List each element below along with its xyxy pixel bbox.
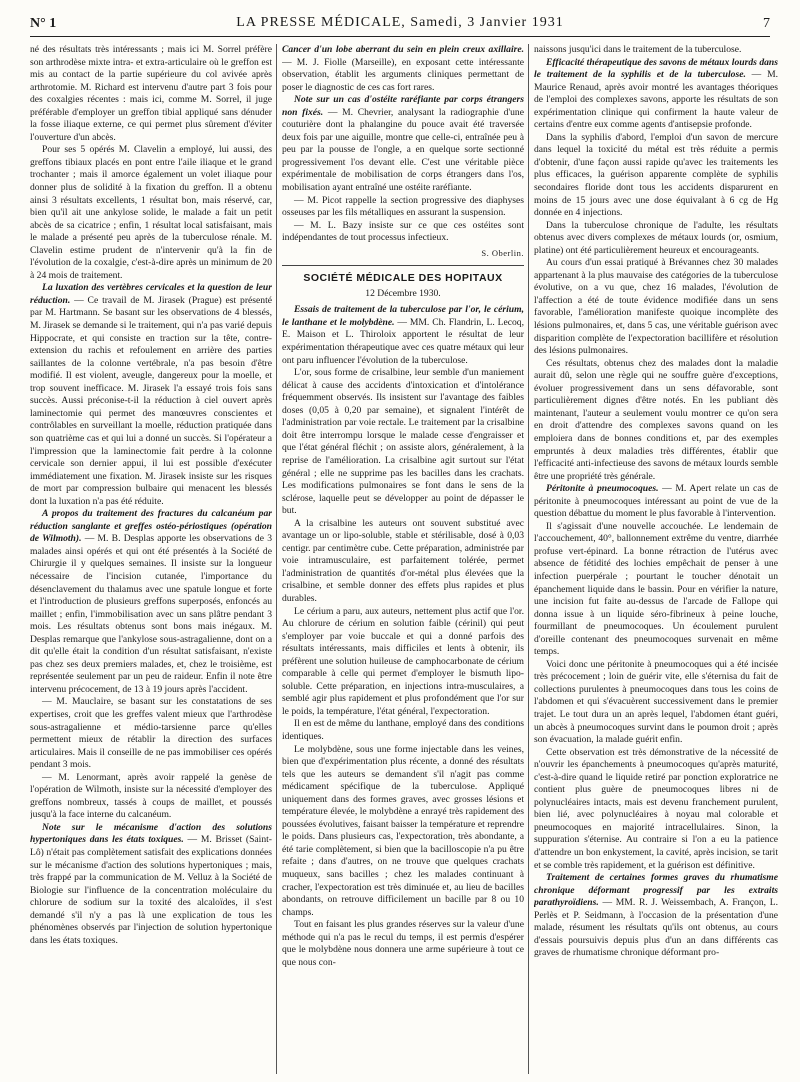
paragraph-text: naissons jusqu'ici dans le traitement de la tuberculose.: [534, 44, 742, 55]
paragraph-text: — MM. R. J. Weissembach, A. Françon, L. Perlès et P. Seidmann, à l'occasion de la présentation d'une malade, résument les résultats qu'ils ont obtenus, au cours d'essais poursuivis depuis plus d'un an dans différents cas graves de rhumatisme chronique déformant pro-: [534, 897, 778, 959]
paragraph: [534, 57, 778, 132]
paragraph-text: A la crisalbine les auteurs ont souvent substitué avec avantage un or lipo-soluble, stable et stérilisable, dosé à 0,03 centigr. par centimètre cube. Cette préparation, administrée par voie intramusculaire, est parfaitement tolérée, permet l'administration de quantités d'or-métal plus élevées que la crisalbine, et semble donner des effets plus rapides et plus durables.: [282, 517, 524, 604]
paragraph-text: — M. Maurice Renaud, après avoir montré les avantages théoriques de l'emploi des complexes savons, apporte les résultats de son expérimentation clinique qui confirment la haute valeur de certains d'entre eux comme agents d'antisepsie profonde.: [534, 69, 778, 131]
paragraph: [534, 483, 778, 521]
paragraph-text: — M. J. Fiolle (Marseille), en exposant cette intéressante observation, établit les arguments cliniques permettant de poser le diagnostic de ces cas fort rares.: [282, 56, 524, 93]
paragraph-text: L'or, sous forme de crisalbine, leur semble d'un maniement délicat à cause des accidents d'intoxication et d'intolérance fréquemment observés. Ils insistent sur l'avantage des faibles doses (0,05 à 0,20 par semaine), et signalent l'intérêt de l'administration par voie rectale. Le traitement par la crisalbine doit être interrompu lorsque le malade cesse d'engraisser et que l'état général fléchit ; on assiste alors, généralement, à la reprise de l'amélioration. La crisalbine agit surtout sur l'état général ; elle ne supprime pas les bacilles dans les crachats. Les modifications pulmonaires se font dans le sens de la sclérose, laquelle peut se développer au point de dépasser le but.: [282, 367, 524, 517]
paragraph: [534, 521, 778, 659]
paragraph: [534, 872, 778, 960]
paragraph: [30, 282, 272, 508]
column-divider: [528, 44, 529, 1074]
paragraph: [282, 304, 524, 367]
paragraph: [282, 518, 524, 606]
paragraph: [282, 606, 524, 719]
article-title: Efficacité thérapeutique des savons de métaux lourds dans le traitement de la syphilis et de la tuberculose.: [534, 56, 778, 81]
page-number: 7: [763, 16, 770, 31]
paragraph-text: Dans la syphilis d'abord, l'emploi d'un savon de mercure dans lequel la toxicité du métal est très réduite a permis d'obtenir, d'une façon aussi rapide qu'avec les traitements les plus efficaces, la guérison apparente complète de syphilis secondaires floride dont tous les accidents disparurent en moins de 15 jours avec une dose équivalant à 6 cg de Hg donnée en 4 injections.: [534, 131, 778, 219]
paragraph: [282, 744, 524, 920]
paragraph-text: — M. Mauclaire, se basant sur les constatations de ses expertises, croit que les greffes valent mieux que l'arthrodèse sous-astragalienne et médio-tarsienne parce qu'elles permettent mieux de rétablir la direction des surfaces articulaires. Mais il conseille de ne pas immobiliser ces opérés pendant 3 mois.: [30, 696, 272, 771]
paragraph: [282, 195, 524, 220]
paragraph: [30, 144, 272, 282]
column-2-top: [282, 44, 524, 245]
paragraph: [282, 919, 524, 969]
paragraph: [534, 44, 778, 57]
paragraph-text: Au cours d'un essai pratiqué à Brévannes chez 30 malades appartenant à la plus mauvaise des catégories de la tuberculose évolutive, on a vu que, chez 16 malades, l'évolution de l'affection a été de toute évidence modifiée dans un sens favorable, l'amélioration manifeste quoique incomplète des lésions pulmonaires, et, dans 5 cas, une véritable guérison avec disparition complète de l'expectoration bacillifère et résolution des lésions pulmonaires.: [534, 257, 778, 357]
paragraph: [30, 508, 272, 696]
paragraph-text: Ces résultats, obtenus chez des malades dont la maladie aurait dû, selon une règle qui ne souffre guère d'exceptions, évoluer progressivement dans un sens défavorable, sont particulièrement dignes d'être notés. En les publiant dès maintenant, l'auteur a seulement voulu montrer ce qu'on sera en droit d'attendre des complexes savons quand on les emploiera dans de bonnes conditions et, par des exemples empruntés à deux maladies très différentes, établir que l'efficacité anti-infectieuse des savons de métaux lourds semble être une propriété très générale.: [534, 357, 778, 482]
paragraph-text: — M. B. Desplas apporte les observations de 3 malades ainsi opérés et qui ont été présentés à la Société de Chirurgie il y quelques semaines. Il insiste sur la longueur nécessaire de l'incision cutanée, l'importance du désenclavement du thalamus avec une spatule longue et forte et l'introduction de plusieurs greffons superposés, enfoncés au maillet ; enfin, l'immobilisation avec un sans plâtre pendant 3 mois. Les résultats obtenus sont bons mais inégaux. M. Desplas remarque que l'ankylose sous-astragalienne, dont on a dit qu'elle était la condition d'un résultat satisfaisant, n'existe pas chez ses deux premiers malades, et, chez le troisième, est représentée seulement par un peu de raideur. Enfin il note être intervenu précocement, de 13 à 19 jours après l'accident.: [30, 533, 272, 695]
paragraph-text: Pour ses 5 opérés M. Clavelin a employé, lui aussi, des greffons tibiaux placés en pont entre l'aile iliaque et le grand trochanter ; mais il amorce également un volet iliaque pour donner plus de solidité à la fixation du greffon. Il a obtenu ainsi 3 résultats excellents, 1 résultat bon, mais réservé, car, bien qu'il ait une ankylose solide, le malade a fait un petit abcès de sa cicatrice ; enfin, 1 résultat local satisfaisant, mais le malade a présenté peu après de la tuberculose rénale. M. Clavelin estime prudent de n'intervenir qu'à la fin de l'évolution de la coxalgie, c'est-à-dire après un minimum de 20 à 24 mois de traitement.: [30, 144, 272, 281]
page-header: [30, 14, 770, 37]
issue-number: N° 1: [30, 16, 57, 31]
paragraph-text: — M. Lenormant, après avoir rappelé la genèse de l'opération de Wilmoth, insiste sur la nécessité d'employer des greffons nombreux, tassés à coups de maillet, et poussés jusqu'à la face interne du calcanéum.: [30, 771, 272, 821]
column-divider: [276, 44, 277, 1074]
section-heading: SOCIÉTÉ MÉDICALE DES HOPITAUX: [303, 272, 503, 285]
paragraph: [534, 659, 778, 747]
journal-title: LA PRESSE MÉDICALE, Samedi, 3 Janvier 1931: [236, 15, 564, 30]
paragraph-text: Dans la tuberculose chronique de l'adulte, les résultats obtenus avec divers complexes de métaux lourds (or, osmium, platine) ont été particulièrement heureux et encourageants.: [534, 219, 778, 256]
article-title: Note sur un cas d'ostéite raréfiante par corps étrangers non fixés.: [282, 94, 524, 118]
section-date: 12 Décembre 1930.: [365, 287, 441, 299]
paragraph-text: Voici donc une péritonite à pneumocoques qui a été incisée très précocement ; loin de guérir vite, elle s'éternisa du fait de collections purulentes à pneumocoques dans tous les coins de l'abdomen et qui s'évacuèrent successivement dans le premier trajet. Le tout dura un an après lequel, l'abdomen étant guéri, un abcès à pneumocoques survint dans le poumon droit ; après son évacuation, la malade guérit enfin.: [534, 658, 778, 746]
paragraph: [282, 367, 524, 518]
paragraph-text: Il en est de même du lanthane, employé dans des conditions identiques.: [282, 718, 524, 742]
paragraph: [30, 822, 272, 947]
column-1: [30, 44, 272, 1074]
paragraph-text: Le cérium a paru, aux auteurs, nettement plus actif que l'or. Au chlorure de cérium en solution faible (cérinil) qui peut s'employer par voie buccale et qui a donné parfois des résultats intéressants, mais difficiles et lents à obtenir, ils préfèrent une solution huileuse de camphocarbonate de cérium comparable à celle qui permet d'employer le bismuth lipo-soluble. Cette préparation, en injections intra-musculaires, a semblé agir plus rapidement et plus profondément que l'or sur le poids, la température, l'état général, l'expectoration.: [282, 605, 524, 717]
article-title: A propos du traitement des fractures du calcanéum par réduction sanglante et greffes ostéo-périostiques (opération de Wilmoth).: [30, 508, 272, 545]
article-title: La luxation des vertèbres cervicales et la question de leur réduction.: [30, 282, 272, 306]
paragraph: [534, 747, 778, 872]
column-3: [534, 44, 778, 1074]
paragraph: [282, 94, 524, 194]
paragraph: [30, 696, 272, 771]
paragraph-text: — M. Chevrier, analysant la radiographie d'une couturière dont la phalangine du pouce avait été traversée deux fois par une aiguille, montre que celle-ci, entraînée peu à peu par la pousse de l'ongle, a en quelque sorte sectionné progressivement l'os devant elle. C'est une véritable pièce expérimentale de mobilisation de corps étrangers dans l'os, mobilisation ayant entraîné une ostéite raréfiante.: [282, 106, 524, 194]
paragraph: [534, 220, 778, 258]
paragraph: [282, 718, 524, 743]
paragraph: [534, 358, 778, 483]
paragraph-text: — M. L. Bazy insiste sur ce que ces ostéites sont indépendantes de tout processus infectieux.: [282, 219, 524, 244]
paragraph: [30, 772, 272, 822]
signature: S. Oberlin.: [481, 247, 524, 258]
paragraph: [30, 44, 272, 144]
column-2-bottom: [282, 304, 524, 969]
paragraph: [534, 257, 778, 357]
paragraph-text: né des résultats très intéressants ; mais ici M. Sorrel préfère son arthrodèse mixte intra- et extra-articulaire où le greffon est mis au contact de la partie supérieure du col avivée après arthrotomie. M. Richard est intervenu d'autre part 3 fois pour des coxalgies récentes : mais ici, comme M. Sorrel, il juge préférable d'employer un greffon tibial appliqué sans dénuder la fosse iliaque externe, ce qui permet plus sûrement d'éviter l'ouverture d'un abcès.: [30, 44, 272, 143]
paragraph-text: — M. Apert relate un cas de péritonite à pneumocoques intéressant au point de vue de la question débattue du moment le plus favorable à l'intervention.: [534, 483, 778, 520]
section-rule: [282, 265, 524, 266]
article-title: Note sur le mécanisme d'action des solutions hypertoniques dans les états toxiques.: [30, 821, 272, 846]
paragraph: [534, 132, 778, 220]
paragraph-text: — M. Picot rappelle la section progressive des diaphyses osseuses par les fils métalliques en assurant la suspension.: [282, 194, 524, 219]
paragraph-text: Cette observation est très démonstrative de la nécessité de n'ouvrir les épanchements à pneumocoques qu'après maturité, c'est-à-dire quand le liquide retiré par ponction exploratrice ne contient plus guère de pneumocoques libres ni de polynucléaires intacts, mais est devenu franchement purulent, bien lié, avec polynucléaires à noyau mal colorable et pneumocoques en majorité intracellulaires. Sinon, la suppuration s'éternise. Au contraire si l'on a eu la patience d'attendre un bon enkystement, la cavité, après incision, se tarit et se comble très rapidement, et la guérison est définitive.: [534, 746, 778, 871]
paragraph: [282, 44, 524, 94]
article-title: Cancer d'un lobe aberrant du sein en plein creux axillaire.: [282, 44, 524, 55]
paragraph-text: Tout en faisant les plus grandes réserves sur la valeur d'une méthode qui n'a pas le recul du temps, il est permis d'espérer que le molybdène nous donnera une arme supérieure à tout ce que nous con-: [282, 919, 524, 968]
column-2: [282, 44, 524, 1074]
article-title: Essais de traitement de la tuberculose par l'or, le cérium, le lanthane et le molybdène.: [282, 304, 524, 328]
article-title: Traitement de certaines formes graves du rhumatisme chronique déformant progressif par les extraits parathyroïdiens.: [534, 872, 778, 909]
paragraph-text: Le molybdène, sous une forme injectable dans les veines, bien que d'expérimentation plus récente, a donné des résultats tels que les auteurs se demandent s'il n'agit pas comme médicament spécifique de la tuberculose. Appliqué uniquement dans des formes graves, avec grosses lésions et température élevée, le molybdène a enrayé très rapidement des poussées évolutives, faisant baisser la température et reprendre le poids. Dans plusieurs cas, l'expectoration, très abondante, a été tarie complètement, si bien que la bacilloscopie n'a pu être refaite ; dans d'autres, on ne trouve que quelques crachats muqueux, sans bacilles ; chez les malades continuant à cracher, l'expectoration est très diminuée et, au lieu de bacilles abondants, on retrouve difficilement un bacille par 8 ou 10 champs.: [282, 743, 524, 918]
paragraph-text: — Ce travail de M. Jirasek (Prague) est présenté par M. Hartmann. Se basant sur les observations de 4 blessés, M. Jirasek se demande si le traitement, qui n'a pas varié depuis Hippocrate, et qui consiste en traction sur la tête, contre-extension du rachis et refoulement en arrière des parties saillantes de la colonne vertébrale, n'a pas besoin d'être modifié. Il est violent, aveugle, dangereux pour la moelle, et trop souvent inefficace. M. Jirasek l'a essayé trois fois sans succès. Aussi préconise-t-il la réduction à ciel ouvert après laminectomie qui permet des manœuvres conscientes et contrôlables en surveillant la moelle, réduction pratiquée dans son quatrième cas et qui lui a donné un succès. Si l'opérateur a l'impression que la laminectomie fait perdre à la colonne cervicale son dernier appui, il lui est possible d'exécuter immédiatement une fixation. M. Jirasek insiste sur les risques de mort par compression bulbaire qui menacent les blessés dont la luxation n'a pas été réduite.: [30, 294, 272, 507]
article-title: Péritonite à pneumocoques.: [546, 483, 659, 495]
paragraph-text: Il s'agissait d'une nouvelle accouchée. Le lendemain de l'accouchement, 40°, ballonnement extrême du ventre, diarrhée profuse vert-épinard. La bonne rétraction de l'utérus avec absence de fétidité des lochies empêchait de penser à une infection puerpérale ; pourtant le toucher dénotait un épanchement liquide dans le bassin. Pour en vérifier la nature, une incision fut faite au-dessus de l'arcade de Fallope qui donna issue à un liquide séro-fibrineux à peine louche, fourmillant de pneumocoques. Un écoulement purulent d'oreille contenant des pneumocoques survenait en même temps.: [534, 520, 778, 658]
paragraph-text: — MM. Ch. Flandrin, L. Lecoq, E. Maison et L. Thiroloix apportent le résultat de leur expérimentation thérapeutique avec ces quatre métaux qui leur ont paru influencer l'évolution de la tuberculose.: [282, 316, 524, 366]
paragraph-text: — M. Brisset (Saint-Lô) n'était pas complètement satisfait des explications données sur le mécanisme d'action des solutions hypertoniques ; mais, très frappé par la communication de M. Velluz à la Société de Biologie sur l'influence de la concentration moléculaire du chlorure de sodium sur la toxité des alcaloïdes, il s'est demandé s'il n'y a pas là une explication de tous les phénomènes observés par l'injection de solution hypertonique dans les états toxiques.: [30, 834, 272, 946]
paragraph: [282, 220, 524, 245]
